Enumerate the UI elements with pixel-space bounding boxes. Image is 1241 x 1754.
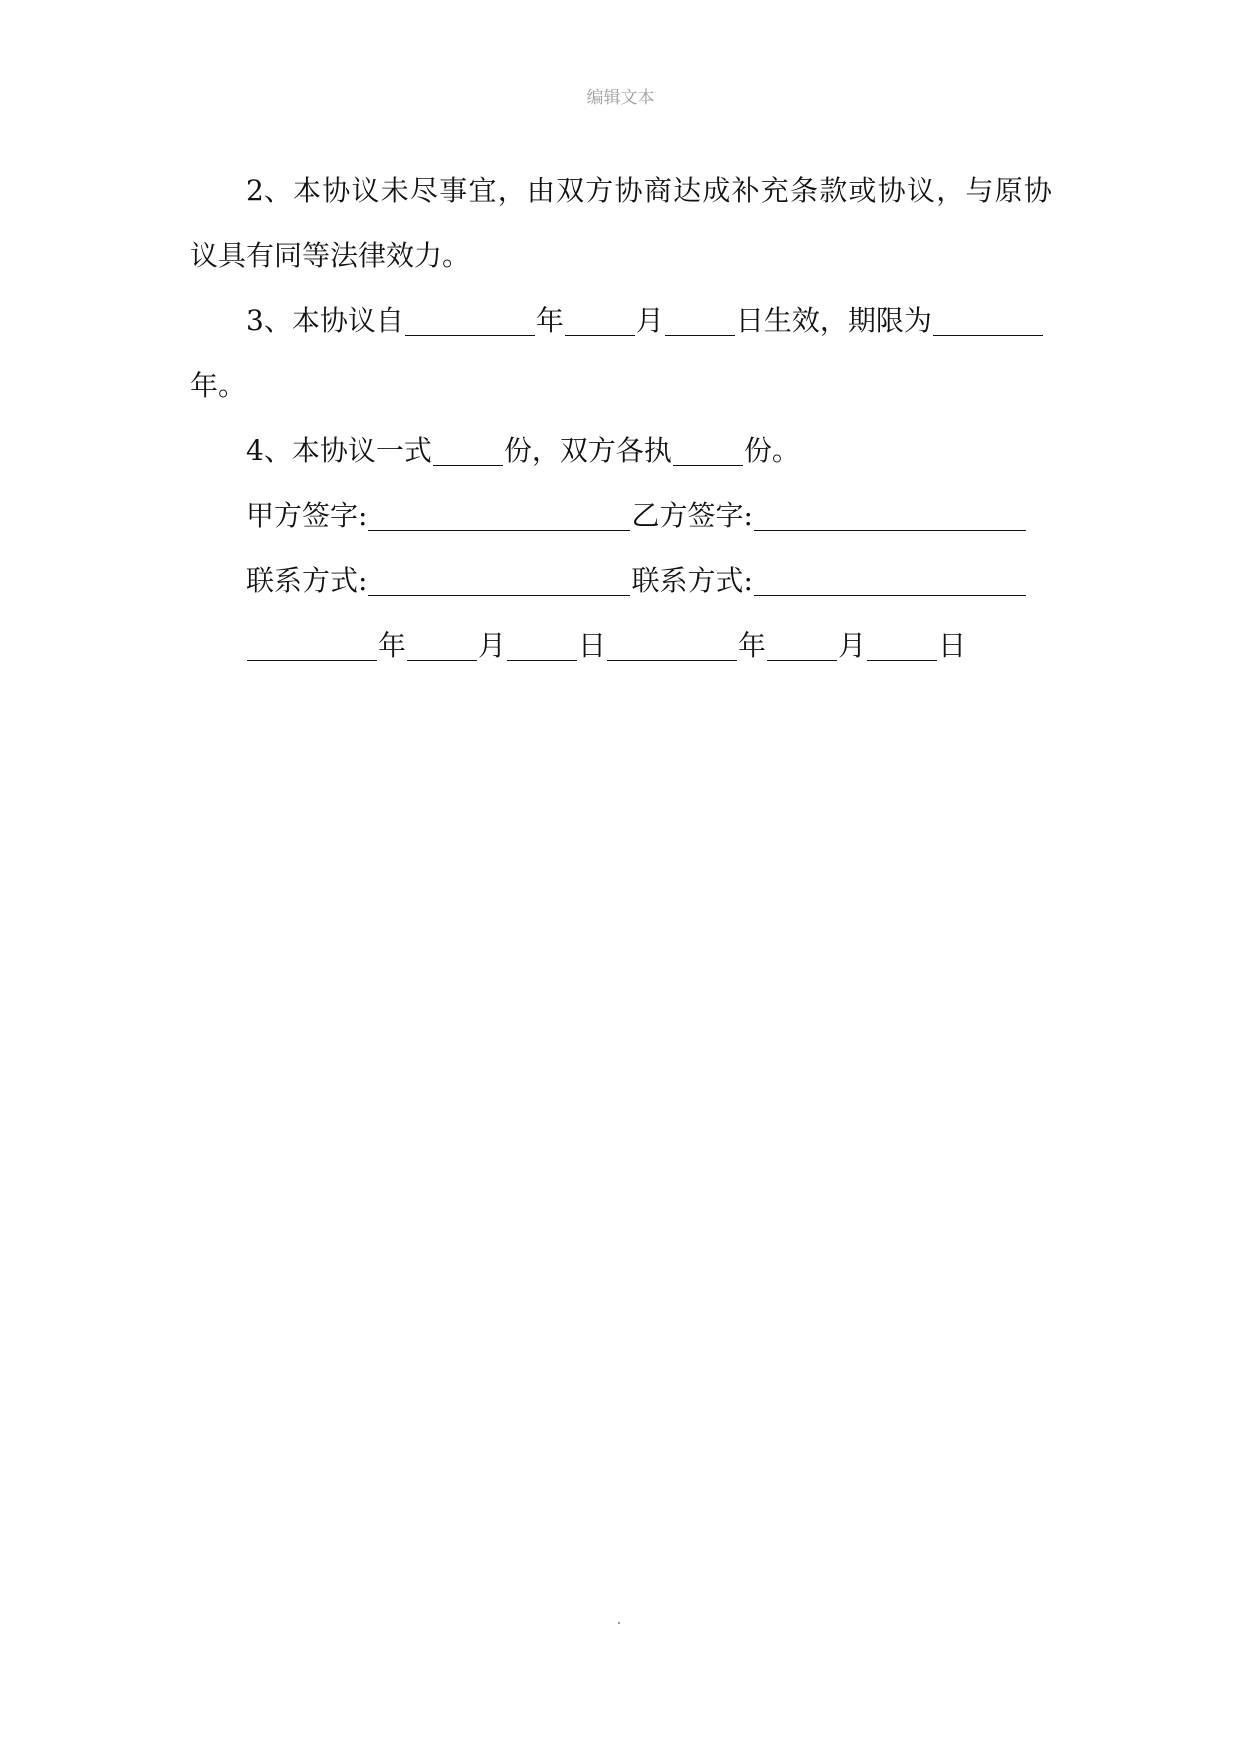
party-b-contact-label: 联系方式:: [631, 564, 753, 597]
clause-2-char: 方: [585, 174, 614, 207]
clause-2-first-line: [246, 158, 1052, 223]
clause-2-char: 本: [293, 174, 322, 207]
clause-2-char: 议: [351, 174, 380, 207]
effective-year-blank[interactable]: [405, 301, 535, 336]
clause-2-char: 补: [731, 174, 760, 207]
clause-2-char: 条: [790, 174, 819, 207]
party-b-day-blank[interactable]: [867, 626, 937, 661]
clause-2-char: 2、: [246, 174, 292, 207]
clause-2-char: 协: [614, 174, 643, 207]
party-a-month-unit: 月: [478, 629, 507, 662]
clause-2-char: 双: [556, 174, 585, 207]
clause-4-middle: 份，双方各执: [503, 434, 672, 467]
page-header: 编辑文本: [586, 88, 655, 108]
clause-2-char: 充: [760, 174, 789, 207]
party-b-contact-blank[interactable]: [754, 561, 1026, 596]
clause-2-char: 商: [643, 174, 672, 207]
party-a-signature-blank[interactable]: [368, 496, 630, 531]
effective-month-blank[interactable]: [565, 301, 635, 336]
party-b-month-blank[interactable]: [767, 626, 837, 661]
clause-3-day-suffix: 日生效，期限为: [735, 304, 932, 337]
clause-2-char: 成: [702, 174, 731, 207]
contact-line: [190, 548, 1052, 613]
clause-2-line-2: 议具有同等法律效力。: [190, 239, 471, 272]
clause-3-line-1: [190, 288, 1052, 353]
copies-total-blank[interactable]: [433, 431, 503, 466]
clause-2-char: 由: [526, 174, 555, 207]
party-a-year-unit: 年: [378, 629, 407, 662]
clause-3-prefix: 3、本协议自: [246, 304, 404, 337]
party-a-contact-blank[interactable]: [368, 561, 630, 596]
agreement-body: [190, 158, 1052, 678]
clause-2-line-1: [190, 158, 1052, 223]
clause-2-char: 未: [380, 174, 409, 207]
party-a-contact-label: 联系方式:: [246, 564, 368, 597]
clause-2-char: 原: [994, 174, 1023, 207]
party-a-day-unit: 日: [578, 629, 607, 662]
clause-3-year-unit: 年: [535, 304, 564, 337]
clause-2-char: 与: [965, 174, 994, 207]
party-b-year-blank[interactable]: [607, 626, 737, 661]
party-a-year-blank[interactable]: [247, 626, 377, 661]
clause-2-char: 协: [322, 174, 351, 207]
clause-2-char: 或: [848, 174, 877, 207]
party-b-day-unit: 日: [938, 629, 967, 662]
clause-2-char: 议: [906, 174, 935, 207]
party-b-year-unit: 年: [738, 629, 767, 662]
clause-2-char: 款: [819, 174, 848, 207]
term-years-blank[interactable]: [933, 301, 1043, 336]
party-b-month-unit: 月: [838, 629, 867, 662]
footer-dot: [618, 1622, 620, 1624]
clause-2-char: 尽: [409, 174, 438, 207]
clause-2-char: 协: [1023, 174, 1052, 207]
party-b-signature-label: 乙方签字:: [631, 499, 753, 532]
clause-3-line-2: 年。: [190, 369, 247, 402]
clause-2-char: 协: [877, 174, 906, 207]
clause-4-line: [190, 418, 1052, 483]
clause-2-char: ，: [936, 174, 965, 207]
clause-4-suffix: 份。: [743, 434, 800, 467]
clause-2-char: 事: [439, 174, 468, 207]
clause-3-month-unit: 月: [635, 304, 664, 337]
clause-2-char: ，: [497, 174, 526, 207]
date-line: [190, 613, 1052, 678]
clause-2-char: 宜: [468, 174, 497, 207]
clause-2-char: 达: [673, 174, 702, 207]
party-a-day-blank[interactable]: [507, 626, 577, 661]
party-b-signature-blank[interactable]: [754, 496, 1026, 531]
signature-line: [190, 483, 1052, 548]
party-a-month-blank[interactable]: [407, 626, 477, 661]
clause-4-prefix: 4、本协议一式: [246, 434, 432, 467]
party-a-signature-label: 甲方签字:: [246, 499, 368, 532]
copies-each-blank[interactable]: [673, 431, 743, 466]
effective-day-blank[interactable]: [665, 301, 735, 336]
